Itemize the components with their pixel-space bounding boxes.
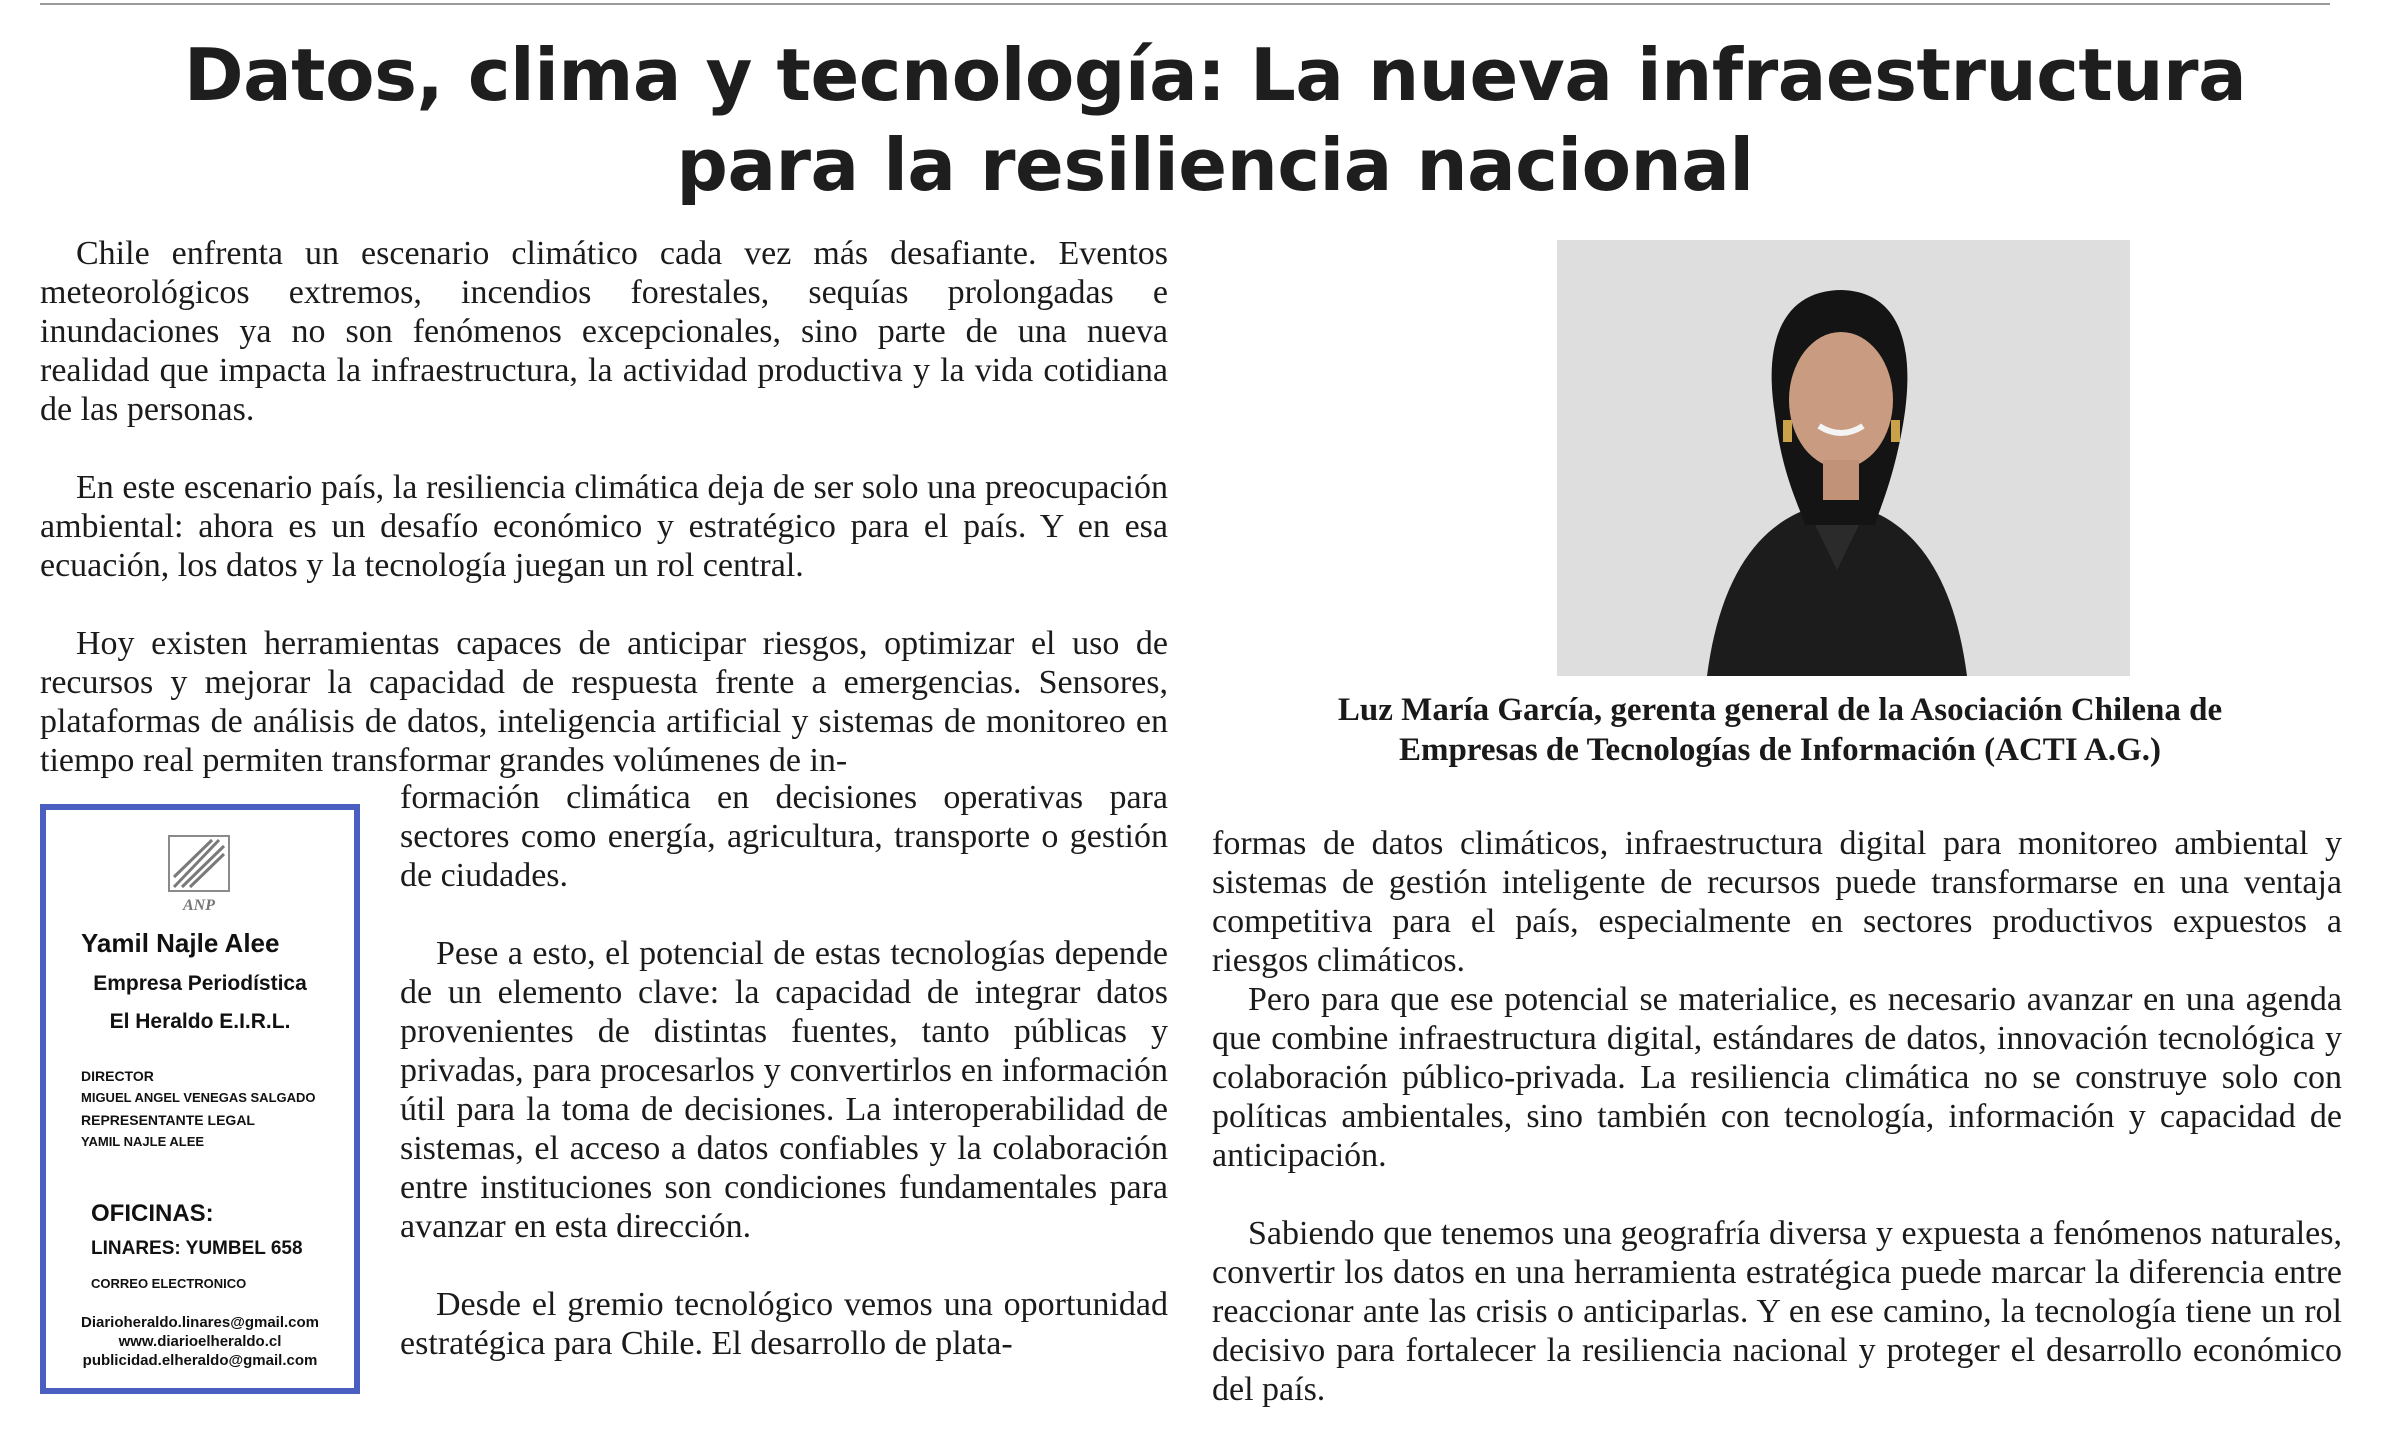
company-line-2: El Heraldo E.I.R.L. xyxy=(109,1010,291,1033)
representative-name: YAMIL NAJLE ALEE xyxy=(81,1134,205,1149)
headline-line-1: Datos, clima y tecnología: La nueva infraestructura xyxy=(183,33,2247,117)
portrait-illustration xyxy=(1557,240,2130,676)
representative-label: REPRESENTANTE LEGAL xyxy=(81,1112,255,1128)
email-label: CORREO ELECTRONICO xyxy=(91,1276,247,1291)
email-linares: Diarioheraldo.linares@gmail.com xyxy=(80,1314,320,1331)
paragraph-2: En este escenario país, la resiliencia climática deja de ser solo una preocupación ambiental: ahora es un desafío económico y estratégico para el país. Y en esa ecuación, los datos y la tecnología juegan un rol central. xyxy=(40,469,1168,584)
article-column-1-top xyxy=(40,234,1168,780)
portrait-photo xyxy=(1557,240,2130,676)
paragraph-6: Pero para que ese potencial se materialice, es necesario avanzar en una agenda que combine infraestructura digital, estándares de datos, innovación tecnológica y colaboración público-privada. La resiliencia climática no se construye solo con políticas ambientales, sino también con tecnología, información y capacidad de anticipación. xyxy=(1212,981,2342,1174)
paragraph-3: Hoy existen herramientas capaces de anticipar riesgos, optimizar el uso de recursos y mejorar la capacidad de respuesta frente a emergencias. Sensores, plataformas de análisis de datos, inteligencia artificial y sistemas de monitoreo en tiempo real permiten transformar grandes volúmenes de in- xyxy=(40,625,1168,779)
paragraph-1: Chile enfrenta un escenario climático cada vez más desafiante. Eventos meteorológicos extremos, incendios forestales, sequías prolongadas e inundaciones ya no son fenómenos excepcionales, sino parte de una nueva realidad que impacta la infraestructura, la actividad productiva y la vida cotidiana de las personas. xyxy=(40,235,1168,428)
anp-logo-icon xyxy=(164,832,234,916)
photo-caption xyxy=(1230,690,2330,770)
paragraph-4: Pese a esto, el potencial de estas tecnologías depende de un elemento clave: la capacidad de integrar datos provenientes de distintas fuentes, tanto públicas y privadas, para procesarlos y convertirlos en información útil para la toma de decisiones. La interoperabilidad de sistemas, el acceso a datos confiables y la colaboración entre instituciones son condiciones fundamentales para avanzar en esta dirección. xyxy=(400,935,1168,1245)
offices-address: LINARES: YUMBEL 658 xyxy=(91,1238,303,1259)
caption-line-2: Empresas de Tecnologías de Información (ACTI A.G.) xyxy=(1398,732,2162,768)
caption-line-1: Luz María García, gerenta general de la Asociación Chilena de xyxy=(1337,692,2223,728)
article-column-2 xyxy=(1212,824,2342,1409)
paragraph-7: Sabiendo que tenemos una geografría diversa y expuesta a fenómenos naturales, convertir los datos en una herramienta estratégica puede marcar la diferencia entre reaccionar ante las crisis o anticiparlas. Y en ese camino, la tecnología tiene un rol decisivo para fortalecer la resiliencia nacional y proteger el desarrollo económico del país. xyxy=(1212,1215,2342,1408)
article-column-1-bottom xyxy=(400,778,1168,1363)
paragraph-3-continued: formación climática en decisiones operativas para sectores como energía, agricultura, transporte o gestión de ciudades. xyxy=(400,779,1168,894)
director-label: DIRECTOR xyxy=(81,1068,154,1084)
top-rule xyxy=(40,3,2330,5)
director-name: MIGUEL ANGEL VENEGAS SALGADO xyxy=(81,1090,316,1105)
logo-text: ANP xyxy=(183,897,215,914)
company-line-1: Empresa Periodística xyxy=(93,972,307,995)
paragraph-5-continued: formas de datos climáticos, infraestructura digital para monitoreo ambiental y sistemas de gestión inteligente de recursos puede transformarse en una ventaja competitiva para el país, especialmente en sectores productivos expuestos a riesgos climáticos. xyxy=(1212,825,2342,979)
publisher-name: Yamil Najle Alee xyxy=(81,928,280,958)
email-publicidad: publicidad.elheraldo@gmail.com xyxy=(82,1352,318,1369)
headline xyxy=(40,30,2384,210)
paragraph-5: Desde el gremio tecnológico vemos una oportunidad estratégica para Chile. El desarrollo de plata- xyxy=(400,1286,1168,1362)
offices-label: OFICINAS: xyxy=(91,1200,214,1227)
website: www.diarioelheraldo.cl xyxy=(118,1333,282,1350)
headline-line-2: para la resiliencia nacional xyxy=(676,123,1754,207)
masthead-box xyxy=(40,804,360,1394)
